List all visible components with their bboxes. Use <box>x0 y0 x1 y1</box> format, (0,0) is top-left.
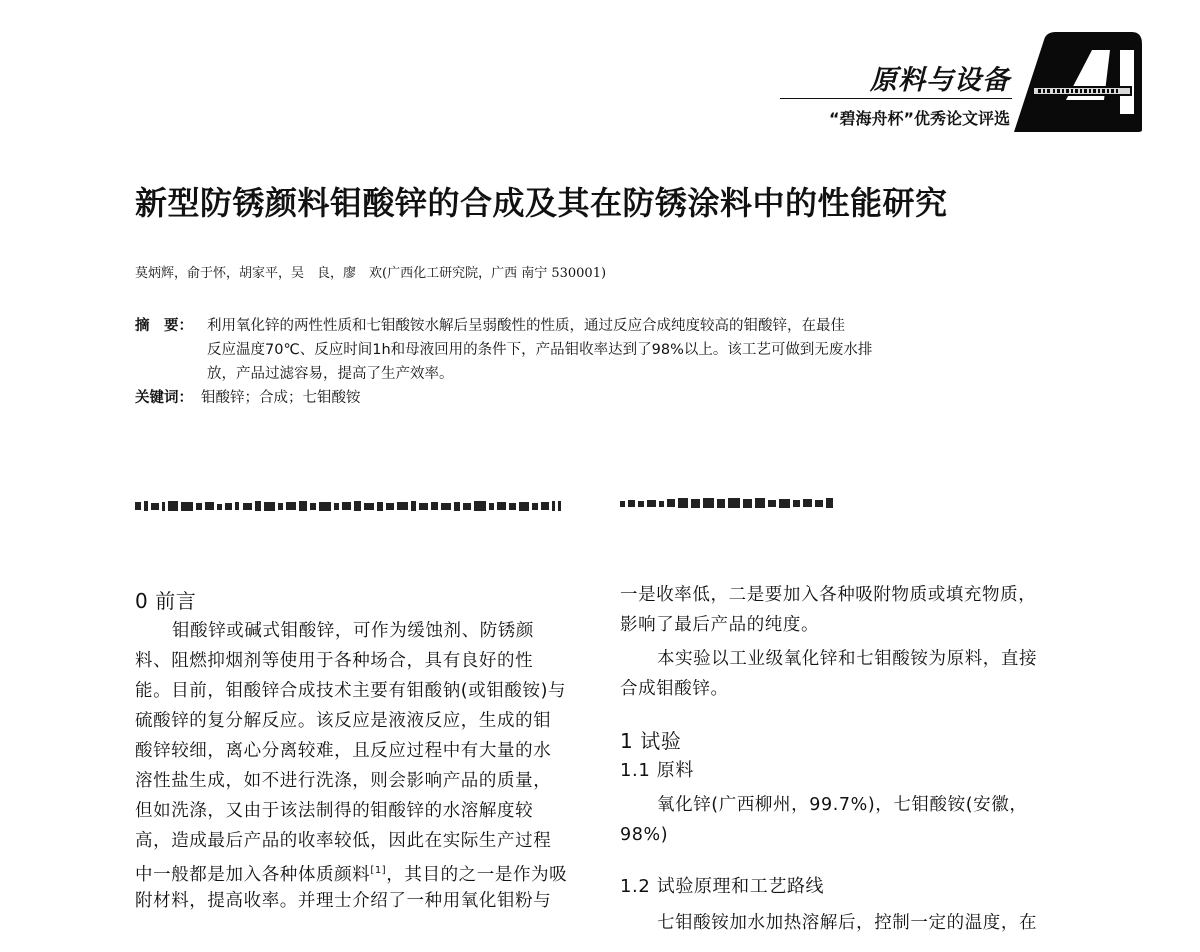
body-line-text: 中一般都是加入各种体质颜料 <box>135 864 371 885</box>
body-line: 酸锌较细，离心分离较难，且反应过程中有大量的水 <box>135 741 552 761</box>
abstract-block <box>135 314 975 386</box>
section-subtitle: “碧海舟杯”优秀论文评选 <box>828 109 1010 128</box>
body-line: 影响了最后产品的纯度。 <box>620 615 820 635</box>
body-line: 能。目前，钼酸锌合成技术主要有钼酸钠(或钼酸铵)与 <box>135 681 567 701</box>
keywords-block <box>135 386 975 410</box>
keywords-label: 关键词： <box>135 390 193 406</box>
body-line: 合成钼酸锌。 <box>620 679 729 699</box>
body-line: 硫酸锌的复分解反应。该反应是液液反应，生成的钼 <box>135 711 552 731</box>
body-line: 但如洗涤，又由于该法制得的钼酸锌的水溶解度较 <box>135 801 534 821</box>
paper-title: 新型防锈颜料钼酸锌的合成及其在防锈涂料中的性能研究 <box>135 184 948 222</box>
abstract-line: 放，产品过滤容易，提高了生产效率。 <box>207 366 454 382</box>
header-rule <box>780 98 1012 99</box>
body-line: 溶性盐生成，如不进行洗涤，则会影响产品的质量， <box>135 771 552 791</box>
subsection-heading-principle: 1.2 试验原理和工艺路线 <box>620 876 825 897</box>
body-line: 高，造成最后产品的收率较低，因此在实际生产过程 <box>135 831 552 851</box>
keywords-text: 钼酸锌；合成；七钼酸铵 <box>201 390 361 406</box>
section-title: 原料与设备 <box>870 65 1010 96</box>
citation-ref: [1] <box>370 865 387 876</box>
section-heading-experiment: 1 试验 <box>620 729 682 753</box>
body-line: 98%) <box>620 825 669 845</box>
body-line <box>135 856 580 886</box>
body-line: 附材料，提高收率。并理士介绍了一种用氧化钼粉与 <box>135 891 552 911</box>
scan-noise-right <box>620 497 835 509</box>
subsection-heading-materials: 1.1 原料 <box>620 760 694 781</box>
body-line: 七钼酸铵加水加热溶解后，控制一定的温度，在 <box>657 913 1038 933</box>
body-line: 氧化锌(广西柳州，99.7%)，七钼酸铵(安徽， <box>657 795 1028 815</box>
body-line-text: ，其目的之一是作为吸 <box>386 864 568 885</box>
scan-noise-left <box>135 500 565 512</box>
body-line: 钼酸锌或碱式钼酸锌，可作为缓蚀剂、防锈颜 <box>172 621 534 641</box>
journal-logo-icon <box>1014 32 1142 132</box>
body-line: 本实验以工业级氧化锌和七钼酸铵为原料，直接 <box>657 649 1038 669</box>
body-line: 料、阻燃抑烟剂等使用于各种场合，具有良好的性 <box>135 651 534 671</box>
author-line: 莫炳辉，俞于怀，胡家平，吴 良，廖 欢(广西化工研究院，广西 南宁 530001) <box>135 266 607 281</box>
abstract-line: 反应温度70℃、反应时间1h和母液回用的条件下，产品钼收率达到了98%以上。该工艺可做到无废水排 <box>207 342 873 358</box>
abstract-label: 摘 要： <box>135 318 193 334</box>
abstract-line: 利用氧化锌的两性性质和七钼酸铵水解后呈弱酸性的性质，通过反应合成纯度较高的钼酸锌，在最佳 <box>207 318 845 334</box>
right-column <box>620 580 1075 938</box>
left-column <box>135 586 580 916</box>
section-heading-intro: 0 前言 <box>135 589 197 613</box>
body-line: 一是收率低，二是要加入各种吸附物质或填充物质， <box>620 585 1037 605</box>
